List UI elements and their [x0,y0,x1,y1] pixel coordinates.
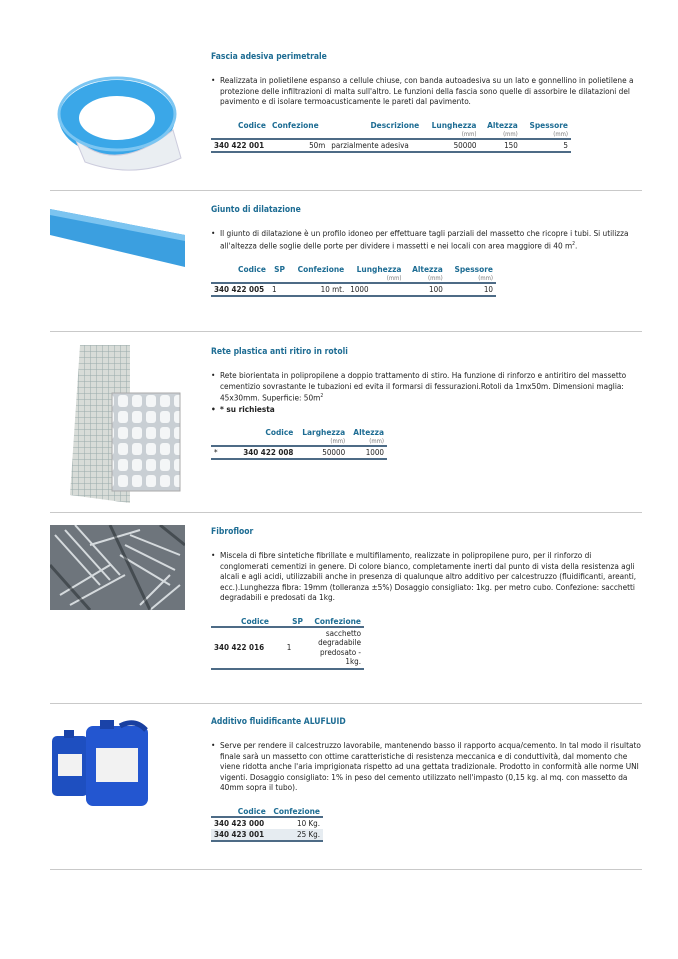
table-row [211,139,571,152]
unit-label: (mm) [422,131,479,139]
product-code: 340 422 005 [211,283,269,296]
column-header: Confezione [269,806,323,817]
product-image-alufluid-canisters [50,718,160,808]
product-table [211,427,387,460]
column-header: SP [272,616,306,627]
product-description: • Rete biorientata in polipropilene a doppio trattamento di stiro. Ha funzione di rinforzo e antiritiro del massetto cementizio sovrastante le tubazioni ed evita il formarsi di fessurazioni.Rotoli da 1mx50m. Dimensioni maglia: 45x30mm. Superficie: $50m^2$ [211,370,641,404]
divider [50,869,642,870]
product-code: 340 422 001 [211,139,269,152]
column-header: Spessore [454,263,493,274]
product-section-perimeter-tape [211,52,641,153]
product-image-plastic-mesh [60,345,185,503]
product-note: • * su richiesta [211,404,641,415]
product-title: Rete plastica anti ritiro in rotoli [211,347,348,357]
product-image-perimeter-tape [55,58,185,180]
cell: 50000 [296,446,348,459]
table-row [211,283,496,296]
cell: 10 Kg. [296,818,320,828]
product-title: Fibrofloor [211,527,254,537]
product-title: Giunto di dilatazione [211,205,301,215]
product-table [211,264,496,297]
table-row [211,829,323,841]
product-code: 340 422 016 [211,627,272,669]
column-header: Lunghezza [431,119,477,130]
column-header: Descrizione [370,119,420,130]
column-header: Codice [211,806,269,817]
product-section-expansion-joint [211,205,641,297]
unit-label: (mm) [521,131,571,139]
product-title: Fascia adesiva perimetrale [211,52,327,62]
column-header: Codice [238,263,266,274]
divider [50,331,642,332]
column-header: Codice [238,119,266,130]
column-header: Spessore [529,119,568,130]
column-header: Lunghezza [356,263,402,274]
cell: 150 [479,139,520,152]
product-section-fibrofloor [211,527,641,670]
product-image-fibrofloor [50,525,185,610]
column-header: Confezione [297,263,345,274]
product-code: 340 423 000 [214,818,265,828]
unit-label: (mm) [404,275,445,283]
cell: 10 mt. [288,283,347,296]
unit-label: (mm) [446,275,496,283]
unit-label: (mm) [296,438,348,446]
divider [50,190,642,191]
cell: 100 [404,283,445,296]
column-header: Altezza [412,263,443,274]
product-image-expansion-joint [50,205,185,267]
column-header: SP [274,263,285,274]
cell: 25 Kg. [269,829,323,841]
table-row [211,446,387,459]
unit-label: (mm) [348,438,387,446]
cell: 1 [272,627,306,669]
column-header: Confezione [306,616,364,627]
cell: parzialmente adesiva [328,139,422,152]
product-description: • Realizzata in polietilene espanso a cellule chiuse, con banda autoadesiva su un lato e gonnellino in polietilene a protezione delle infiltrazioni di malta sull'altro. Le funzioni della fascia sono quelle di assorbire le dilatazioni del pavimento e di isolare termoacusticamente le pareti dal pavimento. [211,75,641,107]
unit-label: (mm) [479,131,520,139]
product-section-plastic-mesh [211,347,641,460]
product-table [211,806,323,842]
table-row [211,817,323,829]
product-code: 340 423 001 [211,829,269,841]
cell: sacchetto degradabile predosato - 1kg. [306,627,364,669]
column-header: Altezza [487,119,518,130]
column-header: Larghezza [302,427,346,438]
column-header: Codice [211,616,272,627]
cell: 1000 [348,446,387,459]
divider [50,512,642,513]
product-title: Additivo fluidificante ALUFLUID [211,717,346,727]
cell: 1000 [347,283,404,296]
product-description: • Miscela di fibre sintetiche fibrillate e multifilamento, realizzate in polipropilene puro, per il rinforzo di conglomerati cementizi in genere. Di colore bianco, completamente inerti dal punto di vista della resistenza agli alcali e agli acidi, utilizzabili anche in presenza di qualunque altro additivo per calcestruzzo (fluidificanti, areanti, ecc.).Lunghezza fibra: 19mm (tolleranza ±5%) Dosaggio consigliato: 1kg. per metro cubo. Confezione: sacchetti degradabili e predosati da 1kg. [211,550,641,603]
product-section-alufluid [211,717,641,842]
cell: 1 [269,283,288,296]
table-row [211,627,364,669]
product-code: 340 422 008 [237,446,296,459]
product-table [211,120,571,153]
product-description: • Serve per rendere il calcestruzzo lavorabile, mantenendo basso il rapporto acqua/cemento. In tal modo il risultato finale sarà un massetto con ottime caratteristiche di resistenza meccanica e di conduttività, dal momento che viene ridotta anche l'aria imprigionata rispetto ad una gettata tradizionale. Prodotto in conformità alle norme UNI vigenti. Dosaggio consigliato: 1% in peso del cemento utilizzato nell'impasto (0,15 kg. al mq. con massetto da 40mm sopra il tubo). [211,740,641,793]
column-header: Altezza [353,427,384,438]
divider [50,703,642,704]
cell: 50000 [422,139,479,152]
cell: 10 [446,283,496,296]
cell: 50m [269,139,328,152]
product-description: • Il giunto di dilatazione è un profilo idoneo per effettuare tagli parziali del massetto che ricopre i tubi. Si utilizza all'altezza delle soglie delle porte per dividere i massetti e nei locali con area maggiore di 40 $m^2$. [211,228,641,251]
cell: 5 [521,139,571,152]
unit-label: (mm) [347,275,404,283]
product-table [211,616,364,670]
column-header: Confezione [272,119,319,130]
column-header: Codice [265,427,294,438]
on-request-marker: * [211,446,237,459]
